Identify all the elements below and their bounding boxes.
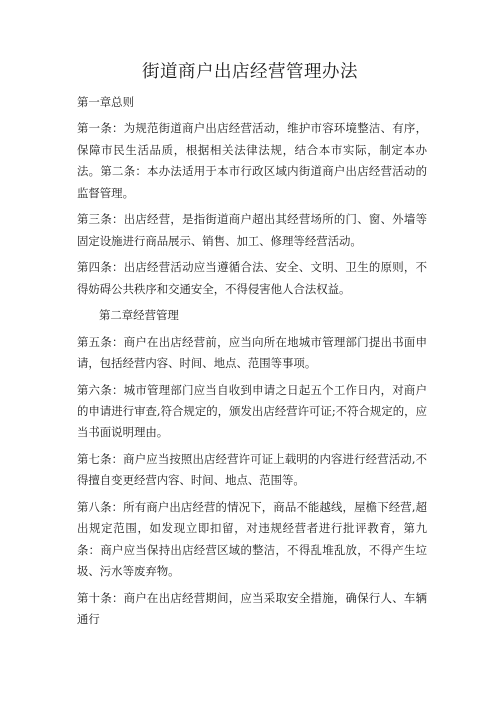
- chapter-heading: 第二章经营管理: [99, 308, 179, 323]
- article-paragraph: 第三条：出店经营，是指街道商户超出其经营场所的门、窗、外墙等固定设施进行商品展示、销售、加工、修理等经营活动。: [77, 212, 427, 248]
- document-body: [77, 92, 427, 636]
- article-paragraph: 第七条：商户应当按照出店经营许可证上载明的内容进行经营活动,不得擅自变更经营内容、时间、地点、范围等。: [77, 452, 427, 488]
- chapter-heading: 第一章总则: [77, 95, 134, 109]
- article-paragraph: 第五条：商户在出店经营前，应当向所在地城市管理部门提出书面申请，包括经营内容、时间、地点、范围等事项。: [77, 334, 427, 371]
- article-paragraph: 第十条：商户在出店经营期间，应当采取安全措施，确保行人、车辆通行: [77, 590, 427, 627]
- article-paragraph: 第六条：城市管理部门应当自收到申请之日起五个工作日内，对商户的申请进行审查,符合规定的，颁发出店经营许可证;不符合规定的，应当书面说明理由。: [77, 382, 427, 440]
- article-paragraph: 第四条：出店经营活动应当遵循合法、安全、文明、卫生的原则，不得妨碍公共秩序和交通安全，不得侵害他人合法权益。: [77, 260, 427, 296]
- article-paragraph: 第八条：所有商户出店经营的情况下，商品不能越线，屋檐下经营,超出规定范围，如发现立即扣留，对违规经营者进行批评教育，第九条：商户应当保持出店经营区域的整洁，不得乱堆乱放，不得产生垃圾、污水等废弃物。: [77, 500, 427, 579]
- document-title: 街道商户出店经营管理办法: [142, 62, 358, 82]
- article-paragraph: 第一条：为规范街道商户出店经营活动，维护市容环境整洁、有序，保障市民生活品质，根据相关法律法规，结合本市实际，制定本办法。第二条：本办法适用于本市行政区域内街道商户出店经营活动的监督管理。: [77, 121, 427, 200]
